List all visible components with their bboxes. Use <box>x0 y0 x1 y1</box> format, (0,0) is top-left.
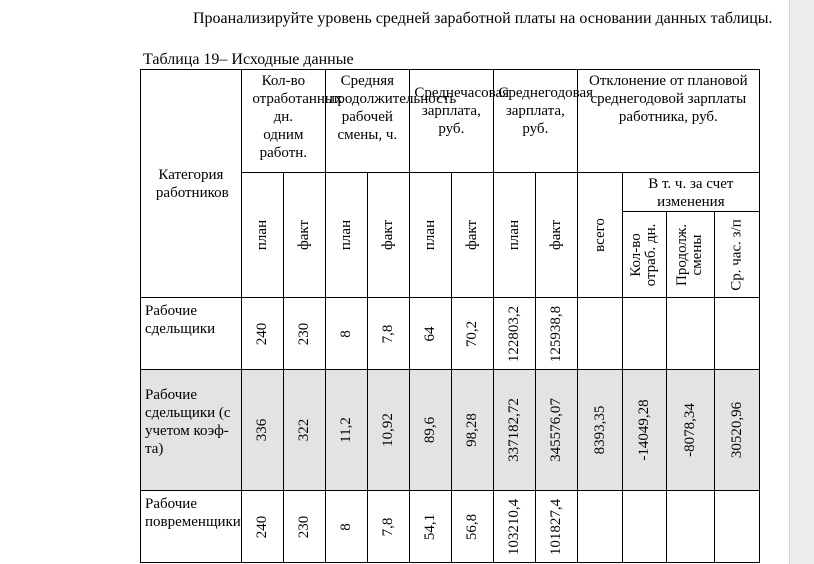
data-table <box>140 69 760 563</box>
table-row <box>141 370 760 491</box>
cell: -8078,34 <box>666 370 714 491</box>
cell: 98,28 <box>451 370 493 491</box>
right-margin-line <box>789 0 790 564</box>
cell: 230 <box>283 298 325 370</box>
sub-fact-shift: факт <box>367 173 409 298</box>
cell: 30520,96 <box>714 370 759 491</box>
cell: 8393,35 <box>577 370 622 491</box>
cell: 240 <box>241 298 283 370</box>
cell: 103210,4 <box>493 491 535 563</box>
cell <box>666 491 714 563</box>
cell: 8 <box>325 298 367 370</box>
cell: 337182,72 <box>493 370 535 491</box>
cell: 7,8 <box>367 298 409 370</box>
sub-total: всего <box>577 173 622 298</box>
incl-header: В т. ч. за счет изменения <box>622 173 759 212</box>
cell: 230 <box>283 491 325 563</box>
group-header-deviation: Отклонение от плановой среднегодовой зарплаты работника, руб. <box>577 70 759 173</box>
factor-shift: Продолж. смены <box>666 212 714 298</box>
cell <box>577 491 622 563</box>
cell: 89,6 <box>409 370 451 491</box>
group-header-shift: Средняя продолжительность рабочей смены, ч. <box>325 70 409 173</box>
cell: 101827,4 <box>535 491 577 563</box>
group-header-days: Кол-во отработанных дн. одним работн. <box>241 70 325 173</box>
sub-plan-annual: план <box>493 173 535 298</box>
cell: 70,2 <box>451 298 493 370</box>
task-text: Проанализируйте уровень средней заработной платы на основании данных таблицы. <box>193 10 773 27</box>
cell: 54,1 <box>409 491 451 563</box>
cell <box>666 298 714 370</box>
row-label: Рабочие повременщики <box>141 491 242 563</box>
cell: 322 <box>283 370 325 491</box>
sub-plan-hourly: план <box>409 173 451 298</box>
cell <box>622 491 666 563</box>
cell: -14049,28 <box>622 370 666 491</box>
table-row <box>141 298 760 370</box>
category-header: Категория работников <box>141 70 242 298</box>
group-header-annual: Среднегодовая зарплата, руб. <box>493 70 577 173</box>
sub-fact-hourly: факт <box>451 173 493 298</box>
cell: 64 <box>409 298 451 370</box>
factor-days: Кол-во отраб. дн. <box>622 212 666 298</box>
sub-plan-shift: план <box>325 173 367 298</box>
cell: 11,2 <box>325 370 367 491</box>
sub-fact-days: факт <box>283 173 325 298</box>
cell <box>714 298 759 370</box>
table-row <box>141 491 760 563</box>
cell <box>714 491 759 563</box>
cell <box>577 298 622 370</box>
right-margin-strip <box>790 0 814 564</box>
cell: 240 <box>241 491 283 563</box>
table-caption: Таблица 19– Исходные данные <box>143 51 354 68</box>
cell: 125938,8 <box>535 298 577 370</box>
cell: 336 <box>241 370 283 491</box>
sub-plan-days: план <box>241 173 283 298</box>
cell: 10,92 <box>367 370 409 491</box>
row-label: Рабочие сдельщики (с учетом коэф-та) <box>141 370 242 491</box>
row-label: Рабочие сдельщики <box>141 298 242 370</box>
group-header-hourly: Среднечасовая зарплата, руб. <box>409 70 493 173</box>
cell: 56,8 <box>451 491 493 563</box>
cell: 122803,2 <box>493 298 535 370</box>
cell: 345576,07 <box>535 370 577 491</box>
cell: 8 <box>325 491 367 563</box>
sub-fact-annual: факт <box>535 173 577 298</box>
task-paragraph <box>143 10 783 28</box>
factor-hourly: Ср. час. з/п <box>714 212 759 298</box>
cell: 7,8 <box>367 491 409 563</box>
cell <box>622 298 666 370</box>
